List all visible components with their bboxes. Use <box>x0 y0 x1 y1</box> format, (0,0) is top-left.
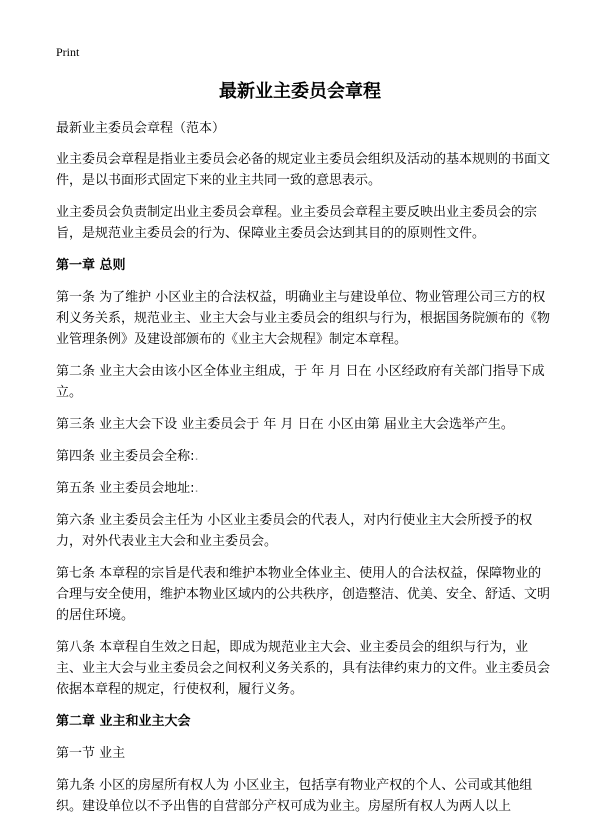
blank-mark: . <box>194 481 199 496</box>
article-6: 第六条 业主委员会主任为 小区业主委员会的代表人，对内行使业主大会所授予的权力，对外代表业主大会和业主委员会。 <box>56 513 533 549</box>
article-5 <box>56 478 550 499</box>
blank-mark: . <box>194 449 199 464</box>
section-heading: 第一节 业主 <box>56 746 126 761</box>
page-title: 最新业主委员会章程 <box>219 81 381 102</box>
article-4-text: 第四条 业主委员会全称: <box>56 449 195 464</box>
chapter-heading: 第二章 业主和业主大会 <box>56 714 191 729</box>
article-9: 第九条 小区的房屋所有权人为 小区业主，包括享有物业产权的个人、公司或其他组织。建设单位以不予出售的自营部分产权可成为业主。房屋所有权人为两人以上 <box>56 778 533 814</box>
article-1: 第一条 为了维护 小区业主的合法权益，明确业主与建设单位、物业管理公司三方的权利义务关系，规范业主、业主大会与业主委员会的组织与行为，根据国务院颁布的《物业管理条例》及建设部颁布的《业主大会规程》制定本章程。 <box>56 290 551 347</box>
chapter-heading: 第一章 总则 <box>56 258 126 273</box>
intro-paragraph: 业主委员会章程是指业主委员会必备的规定业主委员会组织及活动的基本规则的书面文件，是以书面形式固定下来的业主共同一致的意思表示。 <box>56 152 551 188</box>
article-5-text: 第五条 业主委员会地址: <box>56 481 195 496</box>
article-4 <box>56 446 550 467</box>
article-2: 第二条 业主大会由该小区全体业主组成，于 年 月 日在 小区经政府有关部门指导下成立。 <box>56 364 545 400</box>
document-subtitle: 最新业主委员会章程（范本） <box>56 121 226 136</box>
article-3: 第三条 业主大会下设 业主委员会于 年 月 日在 小区由第 届业主大会选举产生。 <box>56 417 514 432</box>
article-7: 第七条 本章程的宗旨是代表和维护本物业全体业主、使用人的合法权益，保障物业的合理与安全使用，维护本物业区域内的公共秩序，创造整洁、优美、安全、舒适、文明的居住环境。 <box>56 566 551 623</box>
intro-paragraph: 业主委员会负责制定出业主委员会章程。业主委员会章程主要反映出业主委员会的宗旨，是规范业主委员会的行为、保障业主委员会达到其目的的原则性文件。 <box>56 205 538 241</box>
print-link[interactable]: Print <box>56 45 80 59</box>
article-8: 第八条 本章程自生效之日起，即成为规范业主大会、业主委员会的组织与行为，业主、业主大会与业主委员会之间权利义务关系的，具有法律约束力的文件。业主委员会依据本章程的规定，行使权利，履行义务。 <box>56 640 551 697</box>
document-body <box>56 118 550 828</box>
